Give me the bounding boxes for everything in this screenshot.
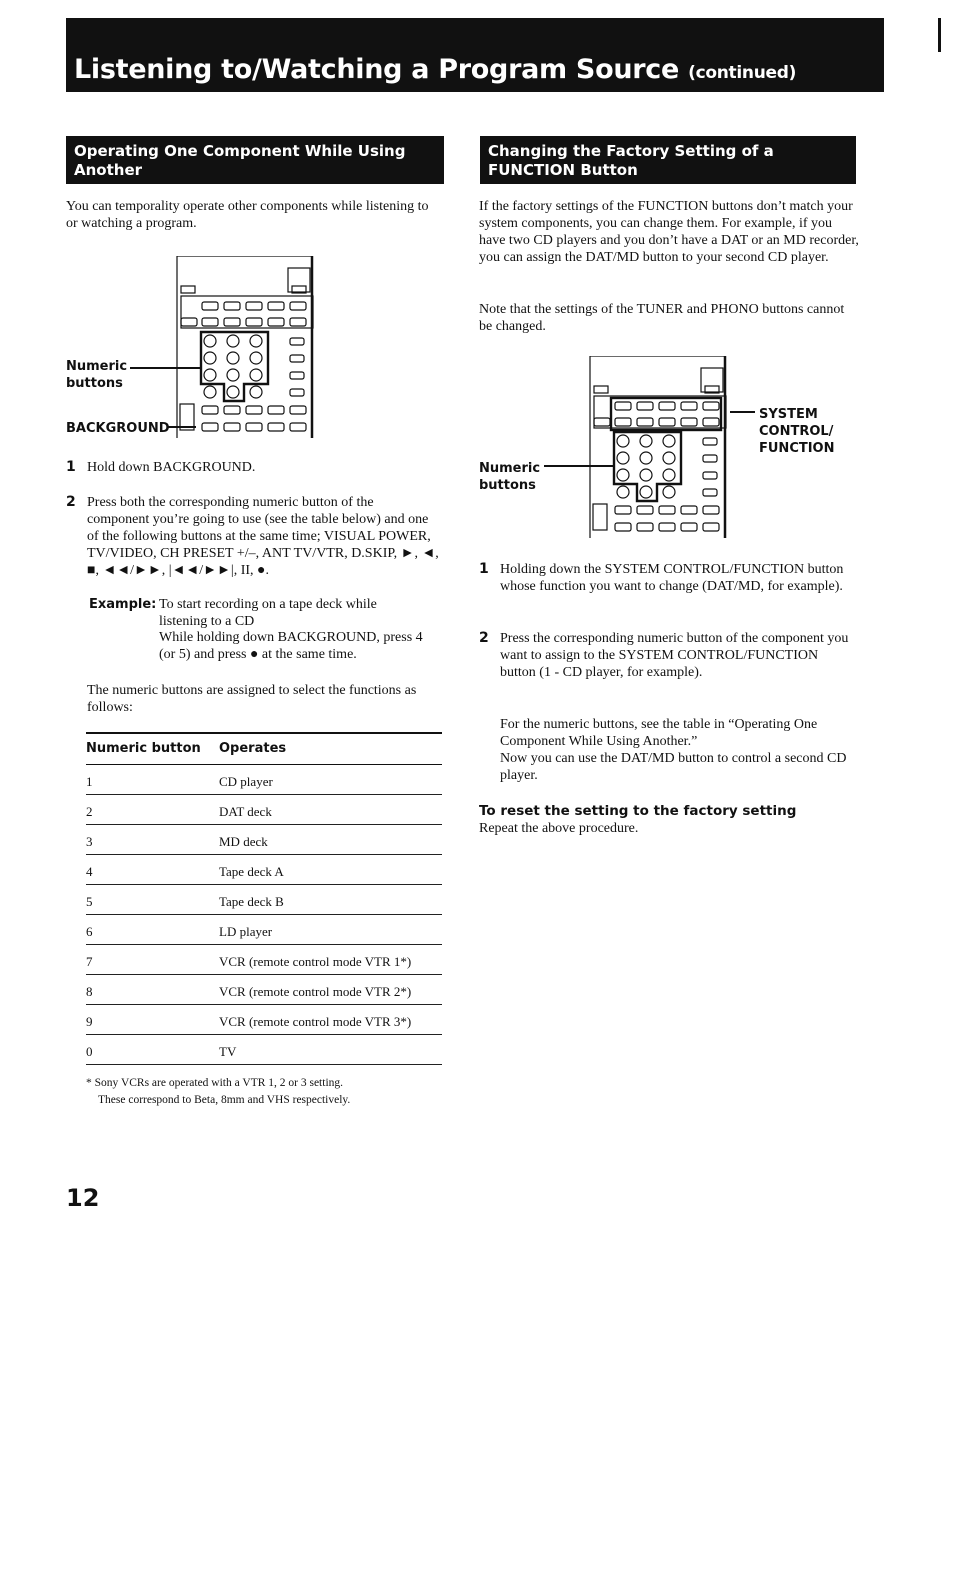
header-numeric-button: Numeric button	[86, 741, 201, 756]
row-key: 6	[86, 924, 93, 939]
background-label: BACKGROUND	[66, 421, 170, 436]
table-row	[86, 1005, 442, 1035]
row-value: CD player	[219, 774, 273, 789]
left-section-heading: Operating One Component While Using Another	[66, 136, 444, 184]
right-step2-extra2: Now you can use the DAT/MD button to control a second CD player.	[500, 751, 847, 783]
row-key: 7	[86, 954, 93, 969]
left-step1-num: 1	[66, 459, 76, 475]
header-operates: Operates	[219, 741, 287, 756]
system-control-function-label: SYSTEM CONTROL/ FUNCTION	[759, 407, 835, 456]
row-value: LD player	[219, 924, 273, 939]
page-title	[74, 54, 796, 85]
row-value: MD deck	[219, 834, 268, 849]
row-key: 8	[86, 984, 93, 999]
table-row	[86, 855, 442, 885]
row-value: Tape deck A	[219, 864, 284, 879]
row-value: DAT deck	[219, 804, 272, 819]
table-row	[86, 1035, 442, 1065]
table-row	[86, 915, 442, 945]
row-value: VCR (remote control mode VTR 1*)	[219, 954, 412, 969]
row-value: VCR (remote control mode VTR 3*)	[219, 1014, 412, 1029]
right-step2: Press the corresponding numeric button of the component you want to assign to the SYSTEM CONTROL/FUNCTION button (1 - CD player, for example).	[500, 631, 849, 680]
table-row	[86, 765, 442, 795]
title-bar	[66, 18, 884, 92]
table-header	[86, 732, 442, 765]
right-callout-lines	[540, 400, 760, 480]
left-intro: You can temporality operate other components while listening to or watching a program.	[66, 199, 429, 231]
row-key: 9	[86, 1014, 93, 1029]
left-step1: Hold down BACKGROUND.	[87, 460, 256, 475]
right-step1-num: 1	[479, 561, 489, 577]
left-step2-num: 2	[66, 494, 76, 510]
table-row	[86, 825, 442, 855]
row-value: TV	[219, 1044, 237, 1059]
example-line2: While holding down BACKGROUND, press 4 (or 5) and press ● at the same time.	[159, 630, 423, 662]
footnote-line1: * Sony VCRs are operated with a VTR 1, 2 or 3 setting.	[86, 1077, 344, 1089]
row-key: 1	[86, 774, 93, 789]
table-row	[86, 795, 442, 825]
table-row	[86, 885, 442, 915]
reset-heading: To reset the setting to the factory setting	[479, 803, 797, 819]
left-step2: Press both the corresponding numeric button of the component you’re going to use (see the table below) and one of the following buttons at the same time; VISUAL POWER, TV/VIDEO, CH PRESET +/–, ANT TV/VTR, D.SKIP, ►, ◄, ■, ◄◄/►►, |◄◄/►►|, II, ●.	[87, 495, 439, 578]
table-row	[86, 975, 442, 1005]
numeric-buttons-label-right: Numeric buttons	[479, 461, 541, 493]
row-key: 2	[86, 804, 93, 819]
right-step1: Holding down the SYSTEM CONTROL/FUNCTION button whose function you want to change (DAT/MD, for example).	[500, 562, 844, 594]
row-key: 3	[86, 834, 93, 849]
title-text: Listening to/Watching a Program Source	[74, 54, 679, 85]
edge-rule	[938, 18, 941, 52]
example-line1: To start recording on a tape deck while listening to a CD	[159, 597, 377, 629]
assign-text: The numeric buttons are assigned to select the functions as follows:	[87, 683, 417, 715]
footnote	[86, 1075, 350, 1109]
right-section-heading: Changing the Factory Setting of a FUNCTION Button	[480, 136, 856, 184]
title-continued: (continued)	[688, 63, 797, 83]
row-value: Tape deck B	[219, 894, 284, 909]
footnote-line2: These correspond to Beta, 8mm and VHS respectively.	[98, 1094, 351, 1106]
right-note: Note that the settings of the TUNER and PHONO buttons cannot be changed.	[479, 302, 845, 334]
numeric-button-table	[86, 732, 442, 1065]
numeric-buttons-label-left: Numeric buttons	[66, 359, 128, 391]
right-intro: If the factory settings of the FUNCTION buttons don’t match your system components, you can change them. For example, if you have two CD players and you don’t have a DAT or an MD recorder, you can assign the DAT/MD button to your second CD player.	[479, 199, 859, 265]
row-key: 0	[86, 1044, 93, 1059]
example-label: Example:	[89, 597, 157, 612]
right-step2-extra1: For the numeric buttons, see the table in “Operating One Component While Using Another.”	[500, 717, 818, 749]
row-key: 4	[86, 864, 93, 879]
reset-text: Repeat the above procedure.	[479, 821, 639, 836]
table-row	[86, 945, 442, 975]
right-step2-num: 2	[479, 630, 489, 646]
row-key: 5	[86, 894, 93, 909]
row-value: VCR (remote control mode VTR 2*)	[219, 984, 412, 999]
page-number: 12	[66, 1184, 100, 1212]
